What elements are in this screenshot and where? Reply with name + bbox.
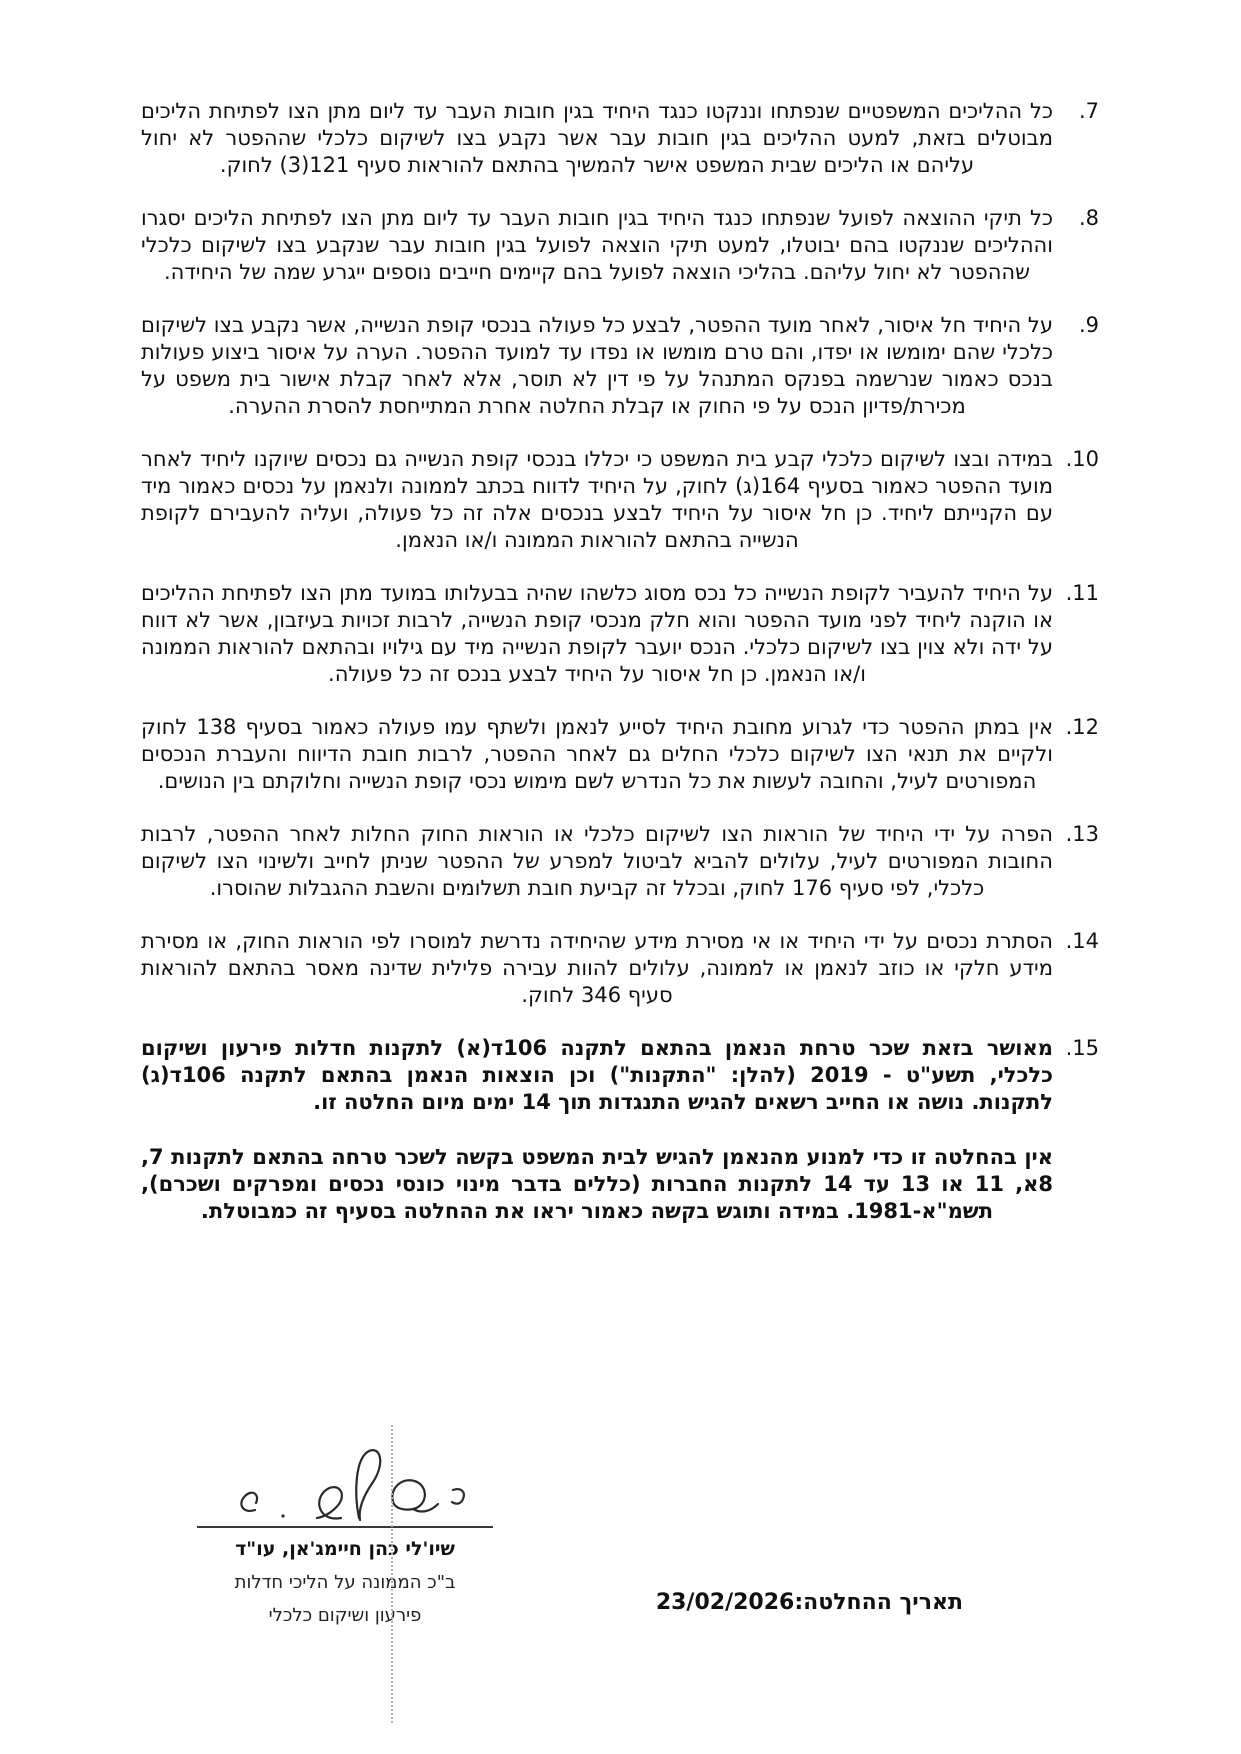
paragraph-text: על היחיד חל איסור, לאחר מועד ההפטר, לבצע כל פעולה בנכסי קופת הנשייה, אשר נקבע בצו לשיקום כלכלי שהם ימומשו או יפדו, והם טרם מומשו או נפדו עד למועד ההפטר. הערה על איסור ביצוע פעולות בנכס כאמור שנרשמה בפנקס המתנהל על פי דין לא תוסר, אלא לאחר קבלת אישור בית משפט על מכירת/פדיון הנכס על פי החוק או קבלת החלטה אחרת המתייחסת להסרת ההערה. [141,313,1053,418]
signature-block [195,1438,495,1626]
paragraph-text: אין במתן ההפטר כדי לגרוע מחובת היחיד לסייע לנאמן ולשתף עמו פעולה כאמור בסעיף 138 לחוק ולקיים את תנאי הצו לשיקום כלכלי החלים גם לאחר ההפטר, לרבות חובת הדיווח והעברת הנכסים המפורטים לעיל, והחובה לעשות את כל הנדרש לשם מימוש נכסי קופת הנשייה וחלוקתם בין הנושים. [141,715,1053,793]
signature-scribble [195,1438,495,1530]
closing-paragraph: אין בהחלטה זו כדי למנוע מהנאמן להגיש לבית המשפט בקשה לשכר טרחה בהתאם לתקנות 7, 8א, 11 או 13 עד 14 לתקנות החברות (כללים בדבר מינוי כונסי נכסים ומפרקים ושכרם), תשמ"א-1981. במידה ותוגש בקשה כאמור יראו את ההחלטה בסעיף זה כמבוטלת. [141,1145,1053,1223]
paragraph-15 [141,1035,1099,1116]
paragraph-text: על היחיד להעביר לקופת הנשייה כל נכס מסוג כלשהו שהיה בבעלותו במועד מתן הצו לפתיחת ההליכים או הוקנה ליחיד לפני מועד ההפטר והוא חלק מנכסי קופת הנשייה, לרבות זכויות בעיזבון, אשר לא דווח על ידה ולא צוין בצו לשיקום כלכלי. הנכס יועבר לקופת הנשייה מיד עם גילויו ובהתאם להוראות הממונה ו/או הנאמן. כן חל איסור על היחיד לבצע בנכס זה כל פעולה. [141,581,1053,686]
paragraph-number: 11. [1065,581,1099,605]
paragraph-text: מאושר בזאת שכר טרחת הנאמן בהתאם לתקנה 106ד(א) לתקנות חדלות פירעון ושיקום כלכלי, תשע"ט - 2019 (להלן: "התקנות") וכן הוצאות הנאמן בהתאם לתקנה 106ד(ג) לתקנות. נושה או החייב רשאים להגיש התנגדות תוך 14 ימים מיום החלטה זו. [141,1036,1054,1114]
signature-line [197,1526,493,1528]
paragraph-10 [141,446,1099,554]
signatory-role-line1: ב"כ הממונה על הליכי חדלות [234,1572,456,1593]
paragraph-text: כל ההליכים המשפטיים שנפתחו וננקטו כנגד היחיד בגין חובות העבר עד ליום מתן הצו לפתיחת הליכים מבוטלים בזאת, למעט ההליכים בגין חובות עבר אשר נקבע בצו לשיקום כלכלי שההפטר לא יחול עליהם או הליכים שבית המשפט אישר להמשיך בהתאם להוראות סעיף 121(3) לחוק. [141,99,1053,177]
decision-date [656,1590,963,1615]
paragraph-text: הסתרת נכסים על ידי היחיד או אי מסירת מידע שהיחידה נדרשת למוסרו לפי הוראות החוק, או מסירת מידע חלקי או כוזב לנאמן או לממונה, עלולים להוות עבירה פלילית שדינה מאסר בהתאם להוראות סעיף 346 לחוק. [141,929,1053,1007]
signatory-name: שיו'לי כהן חיימג'אן, עו"ד [235,1538,455,1560]
paragraph-14 [141,928,1099,1009]
paragraph-text: הפרה על ידי היחיד של הוראות הצו לשיקום כלכלי או הוראות החוק החלות לאחר ההפטר, לרבות החובות המפורטים לעיל, עלולים להביא לביטול למפרע של ההפטר שניתן לחייב ולשינוי הצו לשיקום כלכלי, לפי סעיף 176 לחוק, ובכלל זה קביעת חובת תשלומים והשבת ההגבלות שהוסרו. [141,822,1053,900]
paragraph-number: 9. [1078,313,1099,337]
paragraph-number: 15. [1065,1036,1099,1060]
paragraph-number: 8. [1078,206,1099,230]
fold-mark-dotted-line [391,1425,393,1723]
decision-body [141,98,1099,1225]
decision-date-value: 23/02/2026 [655,1590,795,1615]
paragraph-7 [141,98,1099,179]
numbered-paragraphs [141,98,1099,1116]
paragraph-number: 7. [1078,99,1099,123]
paragraph-number: 14. [1065,929,1099,953]
paragraph-8 [141,205,1099,286]
paragraph-number: 12. [1065,715,1099,739]
paragraph-number: 10. [1065,447,1099,471]
paragraph-number: 13. [1065,822,1099,846]
paragraph-text: כל תיקי ההוצאה לפועל שנפתחו כנגד היחיד בגין חובות העבר עד ליום מתן הצו לפתיחת הליכים יסגרו וההליכים שננקטו בהם יבוטלו, למעט תיקי הוצאה לפועל בגין חובות עבר שנקבע בצו לשיקום כלכלי שההפטר לא יחול עליהם. בהליכי הוצאה לפועל בהם קיימים חייבים נוספים ייגרע שמה של היחידה. [141,206,1053,284]
decision-date-label: תאריך ההחלטה: [794,1590,963,1615]
paragraph-text: במידה ובצו לשיקום כלכלי קבע בית המשפט כי יכללו בנכסי קופת הנשייה גם נכסים שיוקנו ליחיד לאחר מועד ההפטר כאמור בסעיף 164(ג) לחוק, על היחיד לדווח בכתב לממונה ולנאמן על נכסים כאמור מיד עם הקנייתם ליחיד. כן חל איסור על היחיד לבצע בנכסים אלה זה כל פעולה, ועליה להעבירם לקופת הנשייה בהתאם להוראות הממונה ו/או הנאמן. [141,447,1053,552]
paragraph-9 [141,312,1099,420]
paragraph-13 [141,821,1099,902]
paragraph-12 [141,714,1099,795]
signatory-role-line2: פירעון ושיקום כלכלי [268,1605,422,1626]
paragraph-11 [141,580,1099,688]
